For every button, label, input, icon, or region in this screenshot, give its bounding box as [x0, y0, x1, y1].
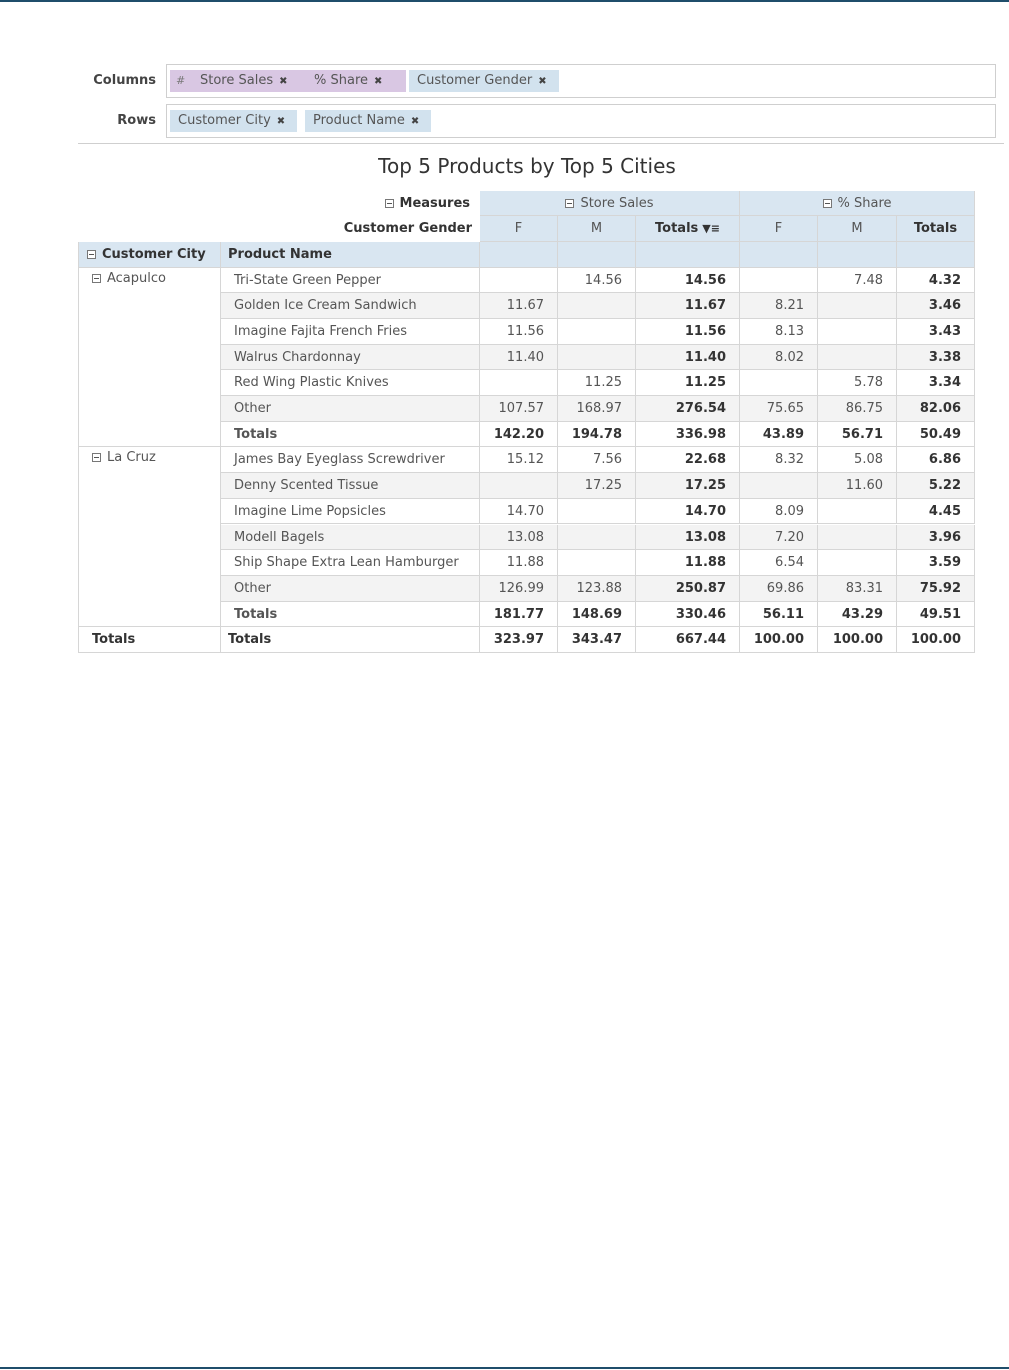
column-header-m-text: M — [851, 221, 863, 236]
value-cell-text: 56.71 — [841, 426, 883, 442]
value-cell-text: 14.56 — [584, 272, 622, 288]
grand-total-value — [480, 627, 558, 653]
value-cell — [740, 268, 818, 294]
value-cell — [480, 396, 558, 422]
product-cell-text: Tri-State Green Pepper — [234, 272, 381, 288]
product-cell-text: Ship Shape Extra Lean Hamburger — [234, 555, 459, 571]
value-cell-text: 86.75 — [845, 401, 883, 416]
value-cell — [480, 293, 558, 319]
product-cell — [221, 447, 480, 473]
collapse-icon[interactable] — [823, 199, 832, 208]
value-cell-text: 123.88 — [576, 580, 622, 596]
value-cell — [636, 396, 740, 422]
collapse-icon[interactable] — [565, 199, 574, 208]
product-cell — [221, 319, 480, 345]
value-cell — [818, 473, 897, 499]
header-blank — [636, 242, 740, 268]
grand-total-value-text: 100.00 — [753, 632, 804, 648]
value-cell — [740, 602, 818, 628]
value-cell-text: 3.46 — [928, 298, 961, 314]
column-header-f[interactable] — [740, 216, 818, 242]
value-cell-text: 13.08 — [684, 529, 726, 545]
value-cell — [818, 447, 897, 473]
remove-icon[interactable]: ✖ — [276, 116, 286, 127]
customer-city-header-text: Customer City — [102, 247, 206, 262]
remove-icon[interactable]: ✖ — [410, 116, 420, 127]
value-cell — [636, 447, 740, 473]
rows-label: Rows — [117, 113, 156, 128]
value-cell-text: 11.40 — [684, 349, 726, 365]
value-cell — [480, 447, 558, 473]
header-blank — [740, 242, 818, 268]
value-cell-text: 11.40 — [506, 349, 544, 365]
value-cell — [818, 576, 897, 602]
value-cell-text: 11.25 — [684, 375, 726, 391]
value-cell-text: 14.70 — [506, 503, 544, 519]
product-cell-text: Imagine Fajita French Fries — [234, 323, 407, 339]
value-cell — [897, 525, 975, 551]
product-cell-text: Golden Ice Cream Sandwich — [234, 298, 417, 314]
value-cell — [558, 345, 636, 371]
value-cell-text: 43.89 — [762, 426, 804, 442]
value-cell — [740, 525, 818, 551]
product-cell-text: Red Wing Plastic Knives — [234, 375, 389, 391]
value-cell — [740, 319, 818, 345]
product-cell-text: Denny Scented Tissue — [234, 478, 379, 494]
value-cell-text: 148.69 — [571, 606, 622, 622]
column-header-f-text: F — [514, 221, 523, 236]
column-header-totals-text: Totals — [655, 221, 699, 236]
value-cell-text: 17.25 — [584, 478, 622, 494]
value-cell — [818, 293, 897, 319]
value-cell — [480, 602, 558, 628]
grand-total-value — [636, 627, 740, 653]
value-cell — [897, 550, 975, 576]
product-name-header-text: Product Name — [228, 247, 332, 262]
value-cell — [636, 576, 740, 602]
value-cell — [558, 396, 636, 422]
measure-group-share[interactable] — [740, 191, 975, 216]
product-cell — [221, 499, 480, 525]
value-cell-text: 276.54 — [675, 401, 726, 416]
value-cell — [636, 550, 740, 576]
chip-label: Product Name — [313, 113, 405, 128]
collapse-icon[interactable] — [92, 274, 101, 283]
value-cell-text: 75.65 — [766, 401, 804, 416]
value-cell — [636, 268, 740, 294]
value-cell-text: 11.88 — [506, 555, 544, 571]
value-cell-text: 6.86 — [928, 452, 961, 468]
value-cell-text: 11.67 — [506, 298, 544, 314]
value-cell — [558, 447, 636, 473]
value-cell-text: 11.25 — [584, 375, 622, 391]
value-cell — [740, 447, 818, 473]
grand-total-product-text: Totals — [228, 632, 272, 648]
value-cell-text: 330.46 — [675, 606, 726, 622]
product-cell-text: Imagine Lime Popsicles — [234, 503, 386, 519]
filter-icon[interactable]: ▼≡ — [702, 222, 720, 235]
value-cell — [818, 499, 897, 525]
value-cell — [897, 447, 975, 473]
value-cell-text: 11.56 — [506, 323, 544, 339]
value-cell-text: 5.78 — [854, 375, 883, 391]
product-cell-text: Totals — [234, 426, 278, 442]
value-cell — [636, 345, 740, 371]
top-border — [0, 0, 1009, 2]
value-cell — [480, 473, 558, 499]
chip-share[interactable] — [306, 70, 398, 92]
value-cell — [480, 345, 558, 371]
value-cell — [480, 422, 558, 448]
measure-group-store-sales-text: Store Sales — [580, 196, 654, 211]
value-cell — [740, 550, 818, 576]
bottom-border — [0, 1367, 1009, 1369]
grand-total-value — [558, 627, 636, 653]
value-cell-text: 22.68 — [684, 452, 726, 468]
value-cell-text: 83.31 — [845, 580, 883, 596]
value-cell-text: 11.60 — [845, 478, 883, 494]
grand-total-value-text: 667.44 — [675, 632, 726, 648]
remove-icon[interactable]: ✖ — [374, 76, 383, 87]
value-cell-text: 69.86 — [766, 580, 804, 596]
value-cell — [740, 396, 818, 422]
columns-dropzone[interactable] — [166, 64, 996, 98]
pivot-title: Top 5 Products by Top 5 Cities — [378, 154, 676, 178]
value-cell-text: 7.56 — [593, 452, 622, 468]
value-cell — [818, 525, 897, 551]
product-cell-text: James Bay Eyeglass Screwdriver — [234, 452, 445, 468]
value-cell-text: 4.32 — [928, 272, 961, 288]
value-cell — [897, 576, 975, 602]
value-cell-text: 8.09 — [775, 503, 804, 519]
value-cell-text: 5.08 — [854, 452, 883, 468]
column-header-f-text: F — [774, 221, 783, 236]
value-cell — [818, 268, 897, 294]
chip-label: Store Sales — [200, 73, 274, 88]
value-cell — [897, 268, 975, 294]
header-blank — [897, 242, 975, 268]
value-cell-text: 11.56 — [684, 323, 726, 339]
value-cell — [740, 473, 818, 499]
value-cell — [897, 370, 975, 396]
value-cell — [480, 525, 558, 551]
value-cell-text: 13.08 — [506, 529, 544, 545]
value-cell — [897, 293, 975, 319]
chip-product-name[interactable] — [305, 110, 431, 132]
value-cell-text: 43.29 — [841, 606, 883, 622]
grand-total-value-text: 100.00 — [832, 632, 883, 648]
value-cell-text: 8.32 — [775, 452, 804, 468]
value-cell — [740, 422, 818, 448]
chip-customer-gender[interactable] — [409, 70, 559, 92]
column-header-totals[interactable] — [636, 216, 740, 242]
grand-total-label-text: Totals — [92, 632, 136, 648]
value-cell — [818, 396, 897, 422]
collapse-icon[interactable] — [385, 199, 394, 208]
column-header-m[interactable] — [558, 216, 636, 242]
product-cell — [221, 602, 480, 628]
value-cell-text: 11.88 — [684, 555, 726, 571]
header-blank — [818, 242, 897, 268]
columns-zone — [78, 64, 996, 98]
value-cell — [558, 370, 636, 396]
measures-label-text: Measures — [399, 196, 470, 211]
product-cell-text: Totals — [234, 606, 278, 622]
measure-group-store-sales[interactable] — [480, 191, 740, 216]
column-header-totals-text: Totals — [913, 221, 958, 236]
product-cell — [221, 370, 480, 396]
value-cell-text: 6.54 — [775, 555, 804, 571]
header-blank — [558, 242, 636, 268]
chip-label: Customer Gender — [417, 73, 533, 88]
value-cell-text: 75.92 — [919, 580, 961, 596]
value-cell-text: 14.70 — [684, 503, 726, 519]
value-cell — [636, 370, 740, 396]
product-cell — [221, 473, 480, 499]
value-cell — [897, 499, 975, 525]
value-cell-text: 181.77 — [493, 606, 544, 622]
value-cell — [897, 345, 975, 371]
separator — [78, 143, 1004, 144]
customer-city-header[interactable] — [78, 242, 221, 268]
value-cell — [818, 550, 897, 576]
value-cell — [740, 293, 818, 319]
value-cell — [480, 550, 558, 576]
value-cell — [897, 422, 975, 448]
value-cell — [480, 499, 558, 525]
grand-total-value — [897, 627, 975, 653]
grand-total-value — [818, 627, 897, 653]
value-cell — [636, 293, 740, 319]
value-cell — [558, 576, 636, 602]
value-cell — [818, 370, 897, 396]
collapse-icon[interactable] — [87, 250, 96, 259]
column-header-f[interactable] — [480, 216, 558, 242]
value-cell — [636, 602, 740, 628]
value-cell — [480, 370, 558, 396]
value-cell — [740, 370, 818, 396]
value-cell-text: 15.12 — [506, 452, 544, 468]
value-cell-text: 168.97 — [576, 401, 622, 416]
value-cell-text: 8.21 — [775, 298, 804, 314]
value-cell-text: 3.96 — [928, 529, 961, 545]
product-cell — [221, 268, 480, 294]
value-cell — [897, 319, 975, 345]
header-blank — [480, 242, 558, 268]
value-cell-text: 7.20 — [775, 529, 804, 545]
value-cell — [480, 576, 558, 602]
remove-icon[interactable]: ✖ — [279, 76, 288, 87]
value-cell-text: 56.11 — [762, 606, 804, 622]
value-cell — [558, 293, 636, 319]
city-cell-la-cruz[interactable] — [78, 447, 221, 627]
grand-total-value-text: 343.47 — [571, 632, 622, 648]
product-cell — [221, 422, 480, 448]
value-cell — [558, 602, 636, 628]
chip-customer-city[interactable] — [170, 110, 297, 132]
city-cell-la-cruz-text: La Cruz — [107, 450, 156, 466]
value-cell-text: 250.87 — [675, 580, 726, 596]
column-header-m[interactable] — [818, 216, 897, 242]
value-cell-text: 50.49 — [919, 426, 961, 442]
value-cell — [558, 319, 636, 345]
measure-group-share-text: % Share — [837, 196, 892, 211]
value-cell — [558, 268, 636, 294]
value-cell — [818, 345, 897, 371]
value-cell — [740, 499, 818, 525]
chip-label: Customer City — [178, 113, 271, 128]
value-cell — [558, 525, 636, 551]
product-cell-text: Modell Bagels — [234, 529, 325, 545]
grand-total-value-text: 100.00 — [910, 632, 961, 648]
value-cell-text: 3.38 — [928, 349, 961, 365]
value-cell — [897, 602, 975, 628]
product-cell — [221, 550, 480, 576]
measures-label — [78, 191, 480, 216]
grand-total-product — [221, 627, 480, 653]
customer-gender-label — [78, 216, 480, 242]
columns-label: Columns — [93, 73, 156, 88]
product-cell — [221, 396, 480, 422]
value-cell-text: 4.45 — [928, 503, 961, 519]
customer-gender-label-text: Customer Gender — [343, 221, 472, 236]
product-cell — [221, 525, 480, 551]
product-cell-text: Walrus Chardonnay — [234, 349, 361, 365]
grand-total-value-text: 323.97 — [493, 632, 544, 648]
value-cell-text: 126.99 — [498, 580, 544, 596]
value-cell — [897, 396, 975, 422]
value-cell-text: 8.13 — [775, 323, 804, 339]
value-cell — [636, 473, 740, 499]
value-cell-text: 5.22 — [928, 478, 961, 494]
column-header-m-text: M — [590, 221, 603, 236]
product-cell — [221, 576, 480, 602]
value-cell-text: 17.25 — [684, 478, 726, 494]
value-cell — [480, 319, 558, 345]
city-cell-acapulco-text: Acapulco — [107, 270, 166, 286]
value-cell — [558, 550, 636, 576]
value-cell — [636, 499, 740, 525]
value-cell-text: 11.67 — [684, 298, 726, 314]
value-cell — [480, 268, 558, 294]
product-cell-text: Other — [234, 401, 271, 416]
value-cell — [558, 473, 636, 499]
value-cell — [818, 602, 897, 628]
column-header-totals[interactable] — [897, 216, 975, 242]
value-cell — [636, 525, 740, 551]
value-cell-text: 8.02 — [775, 349, 804, 365]
value-cell — [740, 345, 818, 371]
rows-dropzone[interactable] — [166, 104, 996, 138]
value-cell — [558, 422, 636, 448]
grand-total-label — [78, 627, 221, 653]
value-cell — [558, 499, 636, 525]
value-cell-text: 14.56 — [684, 272, 726, 288]
value-cell — [818, 422, 897, 448]
value-cell-text: 49.51 — [919, 606, 961, 622]
chip-label: % Share — [314, 73, 368, 88]
remove-icon[interactable]: ✖ — [538, 76, 547, 87]
value-cell-text: 7.48 — [854, 272, 883, 288]
value-cell-text: 194.78 — [571, 426, 622, 442]
rows-zone — [78, 104, 996, 138]
grand-total-value — [740, 627, 818, 653]
city-cell-acapulco[interactable] — [78, 268, 221, 448]
value-cell — [636, 319, 740, 345]
value-cell-text: 142.20 — [493, 426, 544, 442]
value-cell — [818, 319, 897, 345]
value-cell-text: 107.57 — [498, 401, 544, 416]
chip-store-sales[interactable] — [192, 70, 302, 92]
value-cell-text: 3.59 — [928, 555, 961, 571]
measures-hash-icon: # — [176, 74, 186, 87]
value-cell — [740, 576, 818, 602]
value-cell-text: 82.06 — [919, 401, 961, 416]
value-cell-text: 3.34 — [928, 375, 961, 391]
value-cell — [636, 422, 740, 448]
value-cell-text: 336.98 — [675, 426, 726, 442]
product-cell-text: Other — [234, 580, 271, 596]
value-cell-text: 3.43 — [928, 323, 961, 339]
product-cell — [221, 293, 480, 319]
value-cell — [897, 473, 975, 499]
product-name-header[interactable] — [221, 242, 480, 268]
product-cell — [221, 345, 480, 371]
collapse-icon[interactable] — [92, 453, 101, 462]
